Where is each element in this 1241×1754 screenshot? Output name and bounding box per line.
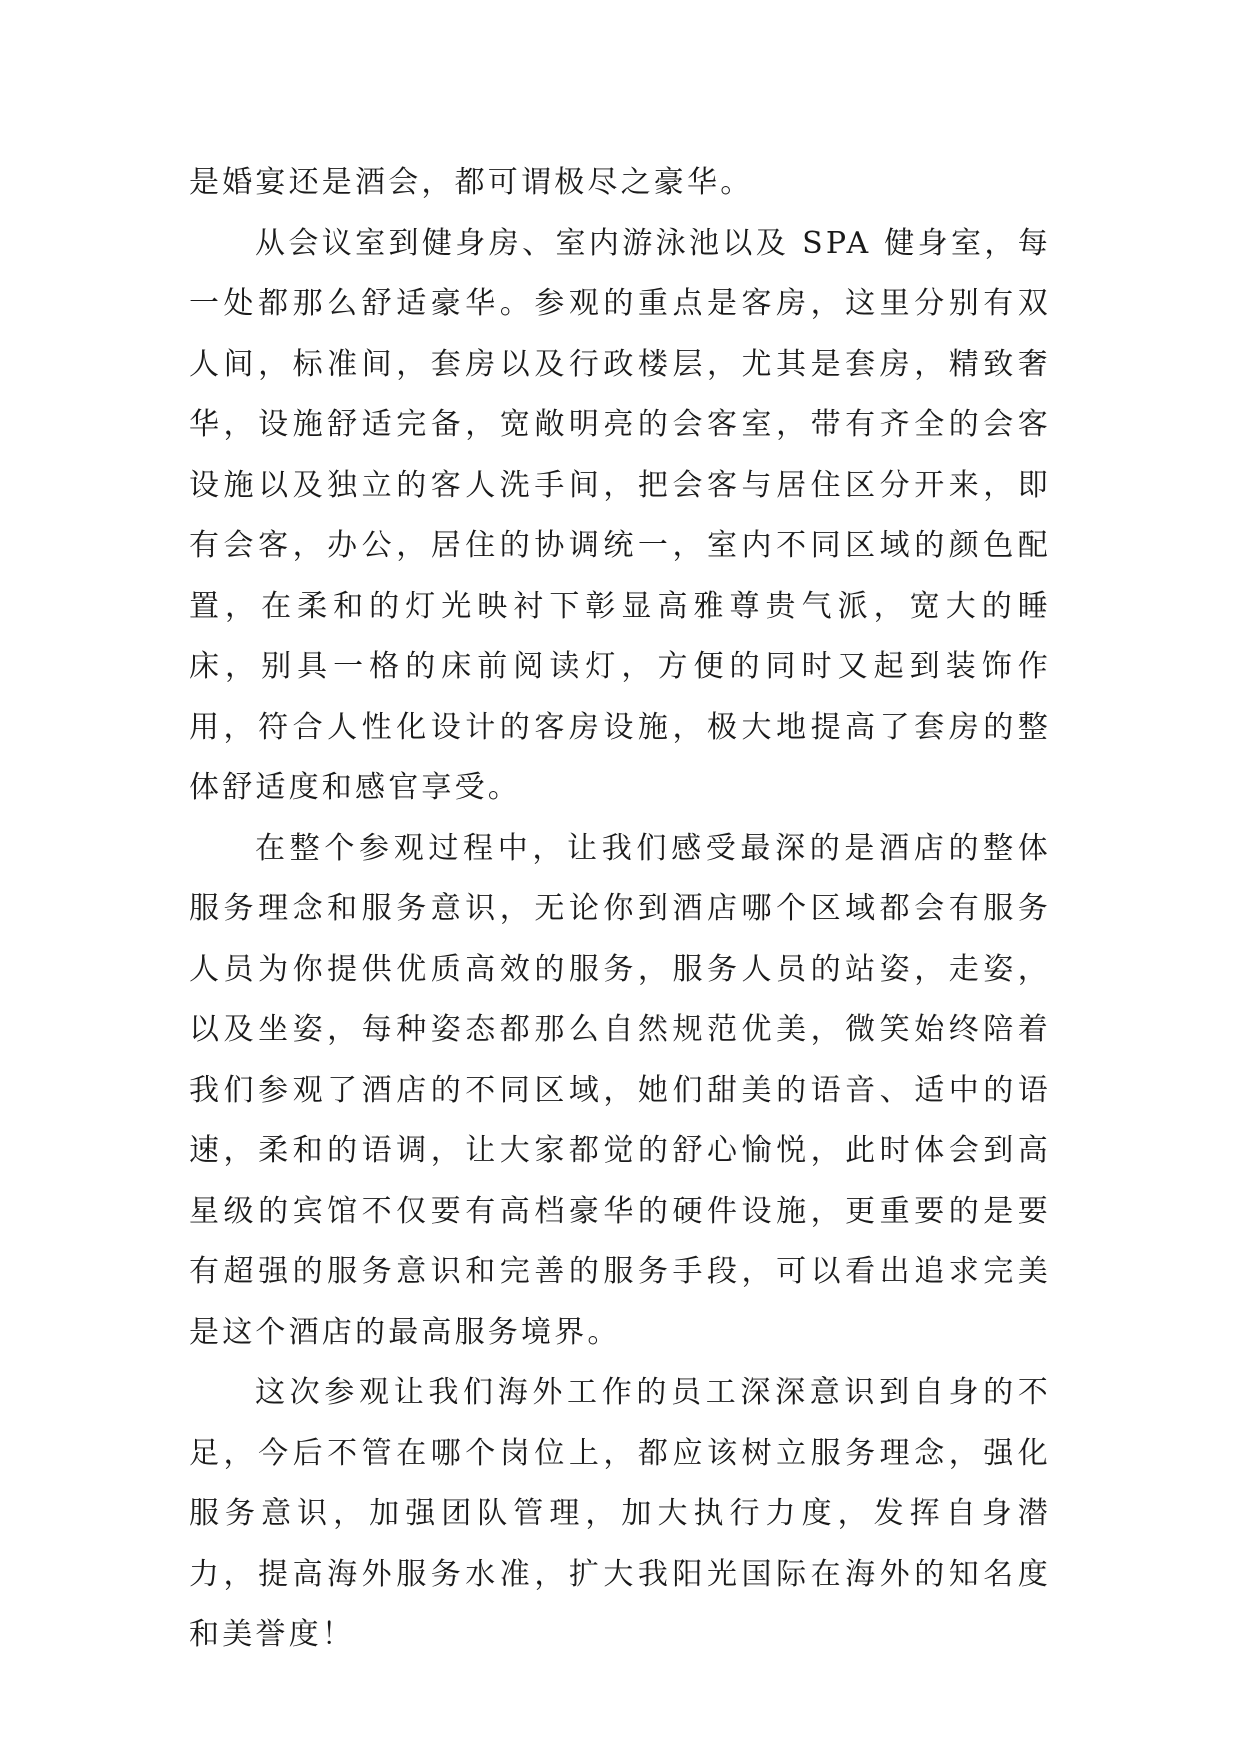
paragraph-conclusion: 这次参观让我们海外工作的员工深深意识到自身的不足，今后不管在哪个岗位上，都应该树立服务理念，强化服务意识，加强团队管理，加大执行力度，发挥自身潜力，提高海外服务水准，扩大我阳光国际在海外的知名度和美誉度！ [189, 1375, 1051, 1652]
paragraph-facilities: 从会议室到健身房、室内游泳池以及 SPA 健身室，每一处都那么舒适豪华。参观的重点是客房，这里分别有双人间，标准间，套房以及行政楼层，尤其是套房，精致奢华，设施舒适完备，宽敞明亮的会客室，带有齐全的会客设施以及独立的客人洗手间，把会客与居住区分开来，即有会客，办公，居住的协调统一，室内不同区域的颜色配置，在柔和的灯光映衬下彰显高雅尊贵气派，宽大的睡床，别具一格的床前阅读灯，方便的同时又起到装饰作用，符合人性化设计的客房设施，极大地提高了套房的整体舒适度和感官享受。 [189, 225, 1051, 805]
paragraph-continuation: 是婚宴还是酒会，都可谓极尽之豪华。 [189, 165, 754, 200]
document-body [189, 153, 1051, 1666]
paragraph-service: 在整个参观过程中，让我们感受最深的是酒店的整体服务理念和服务意识，无论你到酒店哪个区域都会有服务人员为你提供优质高效的服务，服务人员的站姿，走姿，以及坐姿，每种姿态都那么自然规范优美，微笑始终陪着我们参观了酒店的不同区域，她们甜美的语音、适中的语速，柔和的语调，让大家都觉的舒心愉悦，此时体会到高星级的宾馆不仅要有高档豪华的硬件设施，更重要的是要有超强的服务意识和完善的服务手段，可以看出追求完美是这个酒店的最高服务境界。 [189, 830, 1051, 1350]
